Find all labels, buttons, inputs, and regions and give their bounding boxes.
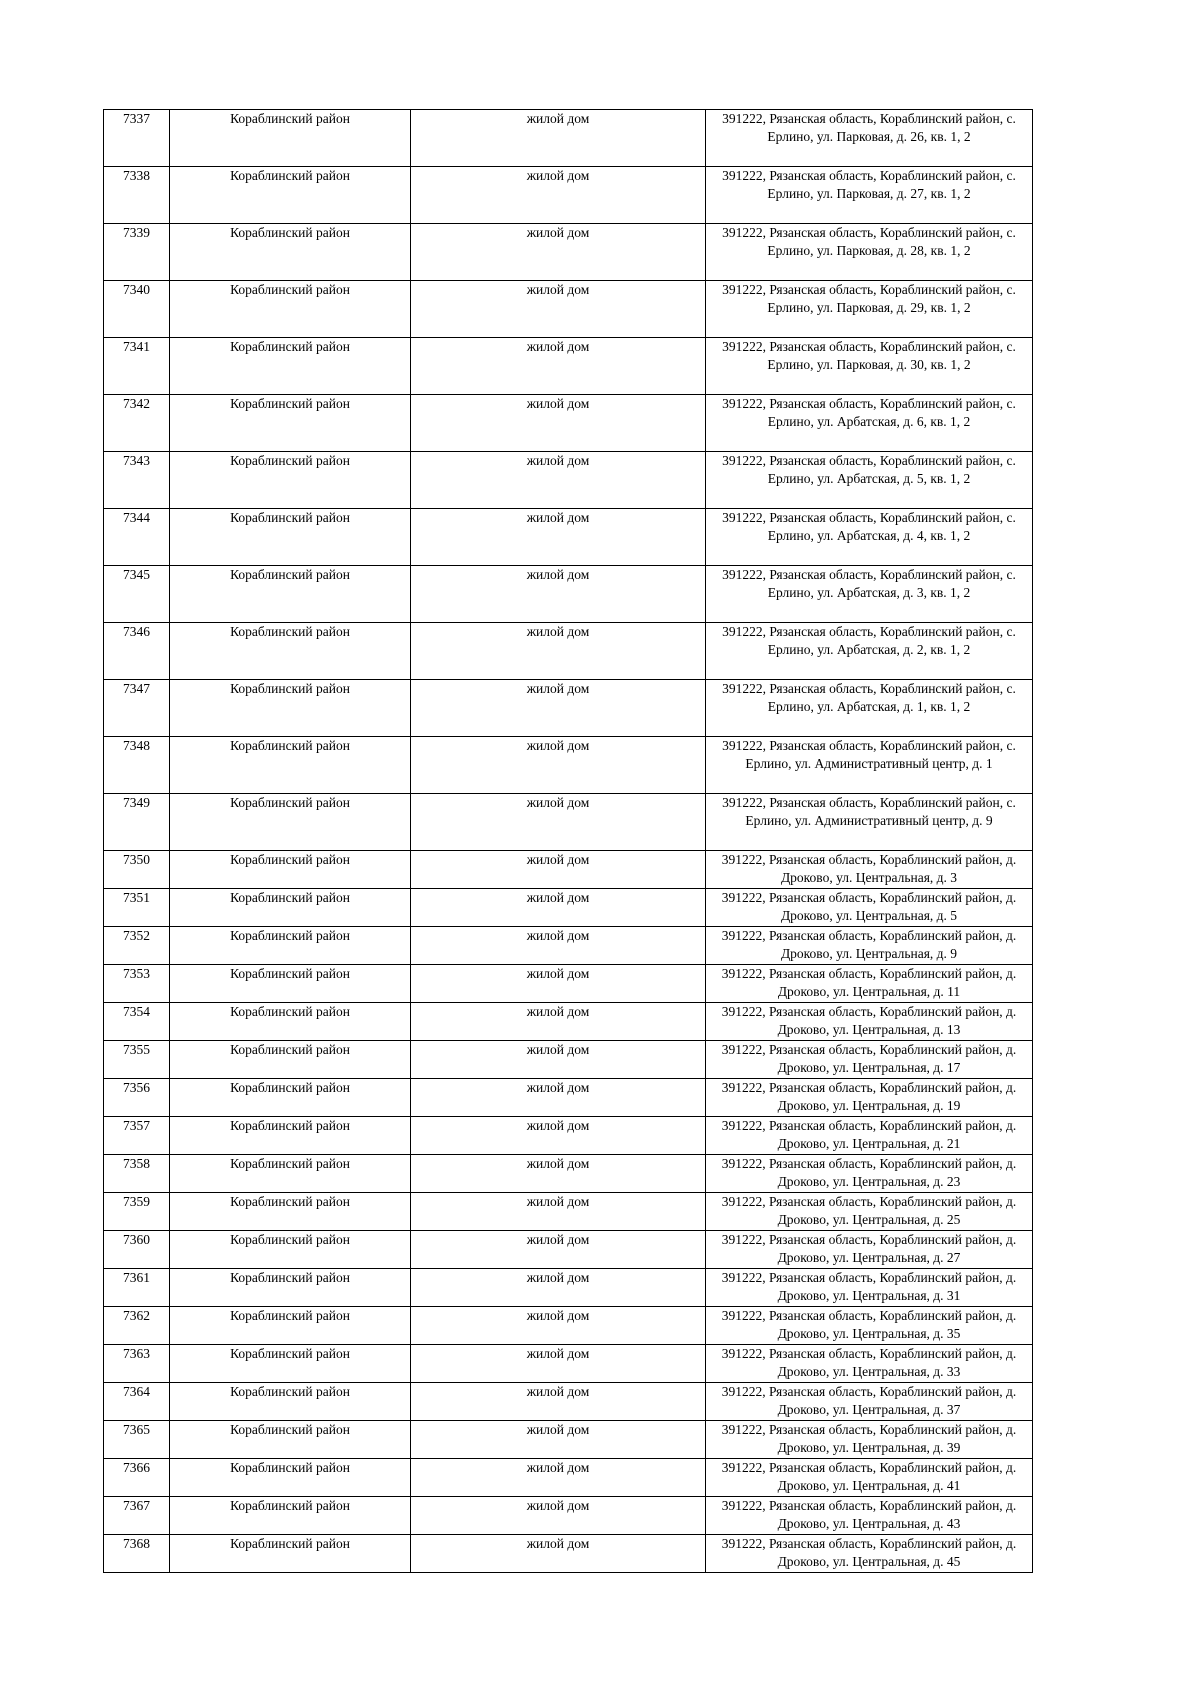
row-number-cell: 7359 bbox=[104, 1193, 170, 1231]
table-row bbox=[104, 1535, 1033, 1573]
district-cell: Кораблинский район bbox=[170, 1003, 411, 1041]
district-cell: Кораблинский район bbox=[170, 110, 411, 167]
district-cell: Кораблинский район bbox=[170, 281, 411, 338]
row-number-cell: 7350 bbox=[104, 851, 170, 889]
address-cell: 391222, Рязанская область, Кораблинский район, д. Дроково, ул. Центральная, д. 31 bbox=[706, 1269, 1033, 1307]
district-cell: Кораблинский район bbox=[170, 1421, 411, 1459]
address-cell: 391222, Рязанская область, Кораблинский район, с. Ерлино, ул. Арбатская, д. 1, кв. 1, 2 bbox=[706, 680, 1033, 737]
object-type-cell: жилой дом bbox=[411, 395, 706, 452]
object-type-cell: жилой дом bbox=[411, 680, 706, 737]
object-type-cell: жилой дом bbox=[411, 889, 706, 927]
row-number-cell: 7365 bbox=[104, 1421, 170, 1459]
table-row bbox=[104, 566, 1033, 623]
table-row bbox=[104, 1307, 1033, 1345]
address-cell: 391222, Рязанская область, Кораблинский район, с. Ерлино, ул. Парковая, д. 30, кв. 1, 2 bbox=[706, 338, 1033, 395]
address-cell: 391222, Рязанская область, Кораблинский район, д. Дроково, ул. Центральная, д. 45 bbox=[706, 1535, 1033, 1573]
table-row bbox=[104, 1231, 1033, 1269]
address-cell: 391222, Рязанская область, Кораблинский район, д. Дроково, ул. Центральная, д. 27 bbox=[706, 1231, 1033, 1269]
row-number-cell: 7360 bbox=[104, 1231, 170, 1269]
district-cell: Кораблинский район bbox=[170, 794, 411, 851]
row-number-cell: 7351 bbox=[104, 889, 170, 927]
row-number-cell: 7349 bbox=[104, 794, 170, 851]
table-row bbox=[104, 395, 1033, 452]
table-row bbox=[104, 851, 1033, 889]
object-type-cell: жилой дом bbox=[411, 1307, 706, 1345]
address-cell: 391222, Рязанская область, Кораблинский район, д. Дроково, ул. Центральная, д. 37 bbox=[706, 1383, 1033, 1421]
address-cell: 391222, Рязанская область, Кораблинский район, д. Дроково, ул. Центральная, д. 43 bbox=[706, 1497, 1033, 1535]
table-row bbox=[104, 965, 1033, 1003]
row-number-cell: 7346 bbox=[104, 623, 170, 680]
object-type-cell: жилой дом bbox=[411, 1193, 706, 1231]
address-cell: 391222, Рязанская область, Кораблинский район, с. Ерлино, ул. Административный центр, д. 1 bbox=[706, 737, 1033, 794]
object-type-cell: жилой дом bbox=[411, 851, 706, 889]
address-cell: 391222, Рязанская область, Кораблинский район, с. Ерлино, ул. Парковая, д. 29, кв. 1, 2 bbox=[706, 281, 1033, 338]
table-row bbox=[104, 1269, 1033, 1307]
object-type-cell: жилой дом bbox=[411, 1231, 706, 1269]
row-number-cell: 7364 bbox=[104, 1383, 170, 1421]
object-type-cell: жилой дом bbox=[411, 737, 706, 794]
row-number-cell: 7366 bbox=[104, 1459, 170, 1497]
object-type-cell: жилой дом bbox=[411, 794, 706, 851]
address-cell: 391222, Рязанская область, Кораблинский район, с. Ерлино, ул. Арбатская, д. 4, кв. 1, 2 bbox=[706, 509, 1033, 566]
row-number-cell: 7352 bbox=[104, 927, 170, 965]
table-row bbox=[104, 737, 1033, 794]
district-cell: Кораблинский район bbox=[170, 1535, 411, 1573]
object-type-cell: жилой дом bbox=[411, 566, 706, 623]
table-row bbox=[104, 452, 1033, 509]
address-cell: 391222, Рязанская область, Кораблинский район, д. Дроково, ул. Центральная, д. 25 bbox=[706, 1193, 1033, 1231]
address-cell: 391222, Рязанская область, Кораблинский район, с. Ерлино, ул. Арбатская, д. 5, кв. 1, 2 bbox=[706, 452, 1033, 509]
table-row bbox=[104, 1003, 1033, 1041]
table-row bbox=[104, 889, 1033, 927]
row-number-cell: 7358 bbox=[104, 1155, 170, 1193]
table-row bbox=[104, 623, 1033, 680]
district-cell: Кораблинский район bbox=[170, 1193, 411, 1231]
row-number-cell: 7367 bbox=[104, 1497, 170, 1535]
district-cell: Кораблинский район bbox=[170, 1269, 411, 1307]
address-cell: 391222, Рязанская область, Кораблинский район, с. Ерлино, ул. Парковая, д. 26, кв. 1, 2 bbox=[706, 110, 1033, 167]
table-row bbox=[104, 1383, 1033, 1421]
table-row bbox=[104, 110, 1033, 167]
table-row bbox=[104, 680, 1033, 737]
object-type-cell: жилой дом bbox=[411, 338, 706, 395]
table-row bbox=[104, 794, 1033, 851]
registry-table-body bbox=[104, 110, 1033, 1573]
address-cell: 391222, Рязанская область, Кораблинский район, д. Дроково, ул. Центральная, д. 17 bbox=[706, 1041, 1033, 1079]
object-type-cell: жилой дом bbox=[411, 1003, 706, 1041]
address-cell: 391222, Рязанская область, Кораблинский район, с. Ерлино, ул. Арбатская, д. 3, кв. 1, 2 bbox=[706, 566, 1033, 623]
table-row bbox=[104, 1079, 1033, 1117]
district-cell: Кораблинский район bbox=[170, 889, 411, 927]
row-number-cell: 7363 bbox=[104, 1345, 170, 1383]
district-cell: Кораблинский район bbox=[170, 1117, 411, 1155]
district-cell: Кораблинский район bbox=[170, 566, 411, 623]
row-number-cell: 7338 bbox=[104, 167, 170, 224]
district-cell: Кораблинский район bbox=[170, 1345, 411, 1383]
district-cell: Кораблинский район bbox=[170, 1155, 411, 1193]
table-row bbox=[104, 1497, 1033, 1535]
address-cell: 391222, Рязанская область, Кораблинский район, д. Дроково, ул. Центральная, д. 41 bbox=[706, 1459, 1033, 1497]
table-row bbox=[104, 338, 1033, 395]
row-number-cell: 7355 bbox=[104, 1041, 170, 1079]
table-row bbox=[104, 1041, 1033, 1079]
district-cell: Кораблинский район bbox=[170, 737, 411, 794]
district-cell: Кораблинский район bbox=[170, 509, 411, 566]
object-type-cell: жилой дом bbox=[411, 1345, 706, 1383]
address-cell: 391222, Рязанская область, Кораблинский район, с. Ерлино, ул. Парковая, д. 27, кв. 1, 2 bbox=[706, 167, 1033, 224]
table-row bbox=[104, 224, 1033, 281]
row-number-cell: 7345 bbox=[104, 566, 170, 623]
district-cell: Кораблинский район bbox=[170, 965, 411, 1003]
row-number-cell: 7339 bbox=[104, 224, 170, 281]
row-number-cell: 7361 bbox=[104, 1269, 170, 1307]
object-type-cell: жилой дом bbox=[411, 965, 706, 1003]
row-number-cell: 7342 bbox=[104, 395, 170, 452]
object-type-cell: жилой дом bbox=[411, 110, 706, 167]
housing-registry-table bbox=[103, 109, 1033, 1573]
object-type-cell: жилой дом bbox=[411, 1535, 706, 1573]
district-cell: Кораблинский район bbox=[170, 224, 411, 281]
address-cell: 391222, Рязанская область, Кораблинский район, с. Ерлино, ул. Парковая, д. 28, кв. 1, 2 bbox=[706, 224, 1033, 281]
address-cell: 391222, Рязанская область, Кораблинский район, с. Ерлино, ул. Арбатская, д. 2, кв. 1, 2 bbox=[706, 623, 1033, 680]
row-number-cell: 7344 bbox=[104, 509, 170, 566]
address-cell: 391222, Рязанская область, Кораблинский район, д. Дроково, ул. Центральная, д. 13 bbox=[706, 1003, 1033, 1041]
row-number-cell: 7341 bbox=[104, 338, 170, 395]
object-type-cell: жилой дом bbox=[411, 1459, 706, 1497]
object-type-cell: жилой дом bbox=[411, 1117, 706, 1155]
address-cell: 391222, Рязанская область, Кораблинский район, д. Дроково, ул. Центральная, д. 9 bbox=[706, 927, 1033, 965]
object-type-cell: жилой дом bbox=[411, 1079, 706, 1117]
district-cell: Кораблинский район bbox=[170, 623, 411, 680]
district-cell: Кораблинский район bbox=[170, 167, 411, 224]
object-type-cell: жилой дом bbox=[411, 509, 706, 566]
object-type-cell: жилой дом bbox=[411, 1497, 706, 1535]
district-cell: Кораблинский район bbox=[170, 851, 411, 889]
row-number-cell: 7340 bbox=[104, 281, 170, 338]
address-cell: 391222, Рязанская область, Кораблинский район, д. Дроково, ул. Центральная, д. 11 bbox=[706, 965, 1033, 1003]
object-type-cell: жилой дом bbox=[411, 224, 706, 281]
object-type-cell: жилой дом bbox=[411, 1041, 706, 1079]
district-cell: Кораблинский район bbox=[170, 395, 411, 452]
object-type-cell: жилой дом bbox=[411, 167, 706, 224]
district-cell: Кораблинский район bbox=[170, 1497, 411, 1535]
row-number-cell: 7368 bbox=[104, 1535, 170, 1573]
district-cell: Кораблинский район bbox=[170, 680, 411, 737]
address-cell: 391222, Рязанская область, Кораблинский район, д. Дроково, ул. Центральная, д. 19 bbox=[706, 1079, 1033, 1117]
table-row bbox=[104, 1117, 1033, 1155]
row-number-cell: 7357 bbox=[104, 1117, 170, 1155]
table-row bbox=[104, 167, 1033, 224]
row-number-cell: 7343 bbox=[104, 452, 170, 509]
district-cell: Кораблинский район bbox=[170, 338, 411, 395]
row-number-cell: 7362 bbox=[104, 1307, 170, 1345]
table-row bbox=[104, 1155, 1033, 1193]
object-type-cell: жилой дом bbox=[411, 623, 706, 680]
address-cell: 391222, Рязанская область, Кораблинский район, с. Ерлино, ул. Административный центр, д. 9 bbox=[706, 794, 1033, 851]
address-cell: 391222, Рязанская область, Кораблинский район, д. Дроково, ул. Центральная, д. 23 bbox=[706, 1155, 1033, 1193]
address-cell: 391222, Рязанская область, Кораблинский район, д. Дроково, ул. Центральная, д. 33 bbox=[706, 1345, 1033, 1383]
row-number-cell: 7337 bbox=[104, 110, 170, 167]
address-cell: 391222, Рязанская область, Кораблинский район, д. Дроково, ул. Центральная, д. 21 bbox=[706, 1117, 1033, 1155]
table-row bbox=[104, 1193, 1033, 1231]
district-cell: Кораблинский район bbox=[170, 927, 411, 965]
row-number-cell: 7354 bbox=[104, 1003, 170, 1041]
address-cell: 391222, Рязанская область, Кораблинский район, д. Дроково, ул. Центральная, д. 5 bbox=[706, 889, 1033, 927]
table-row bbox=[104, 281, 1033, 338]
object-type-cell: жилой дом bbox=[411, 927, 706, 965]
address-cell: 391222, Рязанская область, Кораблинский район, с. Ерлино, ул. Арбатская, д. 6, кв. 1, 2 bbox=[706, 395, 1033, 452]
district-cell: Кораблинский район bbox=[170, 1079, 411, 1117]
district-cell: Кораблинский район bbox=[170, 452, 411, 509]
district-cell: Кораблинский район bbox=[170, 1041, 411, 1079]
row-number-cell: 7348 bbox=[104, 737, 170, 794]
table-row bbox=[104, 1459, 1033, 1497]
address-cell: 391222, Рязанская область, Кораблинский район, д. Дроково, ул. Центральная, д. 3 bbox=[706, 851, 1033, 889]
row-number-cell: 7353 bbox=[104, 965, 170, 1003]
address-cell: 391222, Рязанская область, Кораблинский район, д. Дроково, ул. Центральная, д. 39 bbox=[706, 1421, 1033, 1459]
table-row bbox=[104, 1345, 1033, 1383]
table-row bbox=[104, 1421, 1033, 1459]
district-cell: Кораблинский район bbox=[170, 1307, 411, 1345]
district-cell: Кораблинский район bbox=[170, 1459, 411, 1497]
district-cell: Кораблинский район bbox=[170, 1231, 411, 1269]
object-type-cell: жилой дом bbox=[411, 1269, 706, 1307]
object-type-cell: жилой дом bbox=[411, 1421, 706, 1459]
row-number-cell: 7356 bbox=[104, 1079, 170, 1117]
district-cell: Кораблинский район bbox=[170, 1383, 411, 1421]
row-number-cell: 7347 bbox=[104, 680, 170, 737]
table-row bbox=[104, 509, 1033, 566]
object-type-cell: жилой дом bbox=[411, 281, 706, 338]
object-type-cell: жилой дом bbox=[411, 452, 706, 509]
object-type-cell: жилой дом bbox=[411, 1383, 706, 1421]
address-cell: 391222, Рязанская область, Кораблинский район, д. Дроково, ул. Центральная, д. 35 bbox=[706, 1307, 1033, 1345]
object-type-cell: жилой дом bbox=[411, 1155, 706, 1193]
table-row bbox=[104, 927, 1033, 965]
